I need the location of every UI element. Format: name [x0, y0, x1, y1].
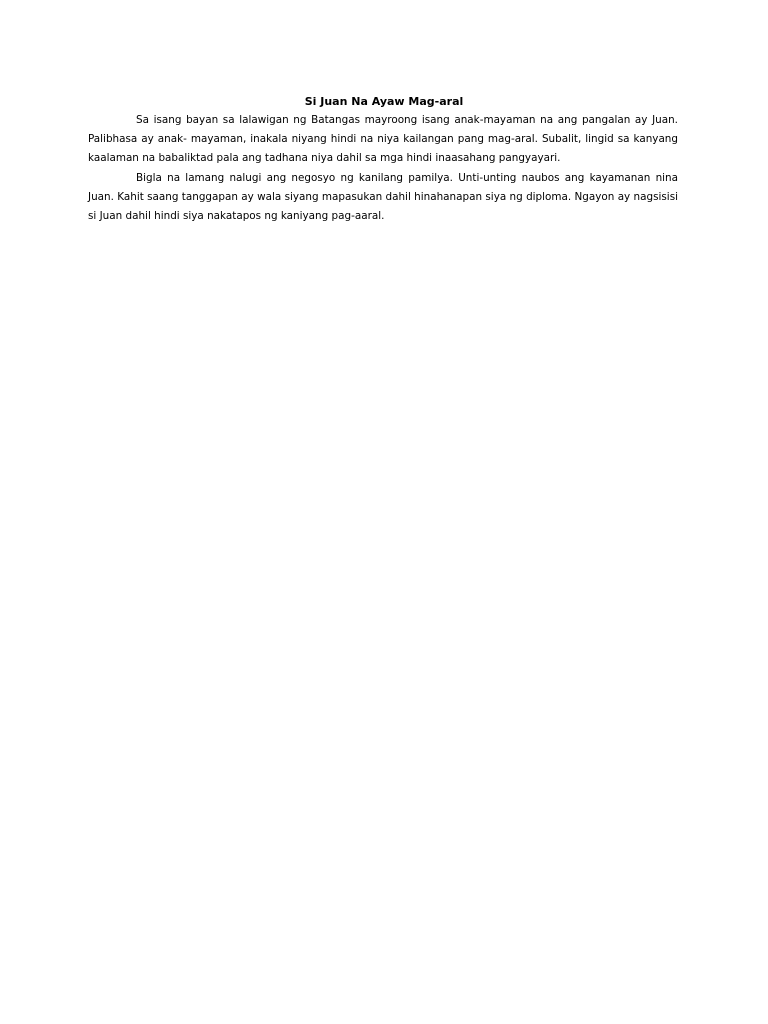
paragraph-2: Bigla na lamang nalugi ang negosyo ng kanilang pamilya. Unti-unting naubos ang kayamanan nina Juan. Kahit saang tanggapan ay wala siyang mapasukan dahil hinahanapan siya ng diploma. Ngayon ay nagsisisi si Juan dahil hindi siya nakatapos ng kaniyang pag-aaral. [88, 171, 678, 223]
document-title: Si Juan Na Ayaw Mag-aral [304, 95, 464, 108]
paragraph-1: Sa isang bayan sa lalawigan ng Batangas mayroong isang anak-mayaman na ang pangalan ay Juan. Palibhasa ay anak- mayaman, inakala niyang hindi na niya kailangan pang mag-aral. Subalit, lingid sa kanyang kaalaman na babaliktad pala ang tadhana niya dahil sa mga hindi inaasahang pangyayari. [88, 114, 678, 165]
document-body [88, 111, 678, 226]
